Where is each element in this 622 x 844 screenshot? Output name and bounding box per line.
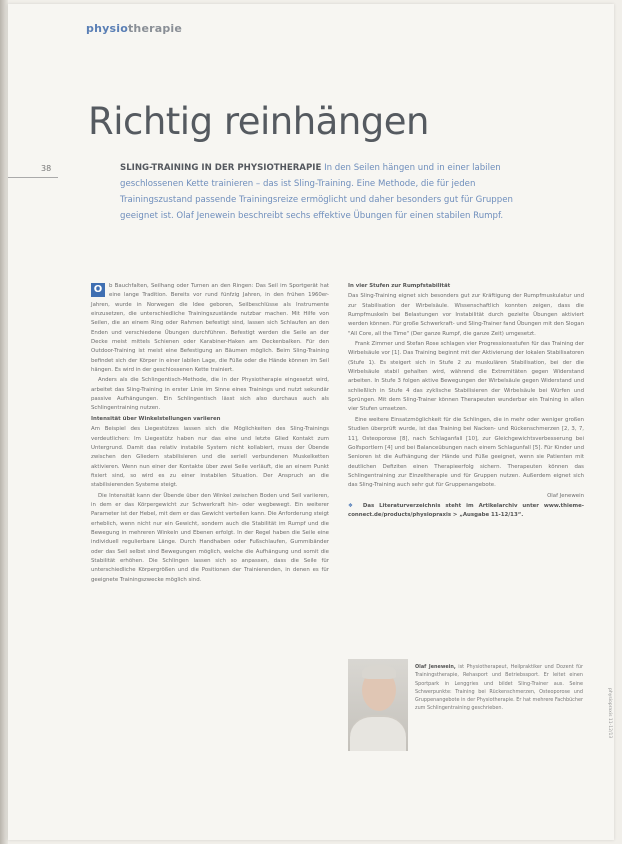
- author-photo-body: [350, 715, 406, 751]
- article-headline: Richtig reinhängen: [88, 100, 429, 143]
- article-intro: [120, 160, 540, 224]
- page-number: 38: [41, 164, 52, 173]
- author-photo-hair: [362, 665, 396, 679]
- drop-cap: O: [91, 283, 105, 297]
- body-paragraph: Das Sling-Training eignet sich besonders gut zur Kräftigung der Rumpfmuskulatur und zur Stabilisation der Wirbelsäule. Wissenschaftlich konnten zeigen, dass die Rumpfmuskeln bei Belastungen vor Instabilität durch gezielte Übungen aktiviert werden können. Für große Schwerkraft- und Sling-Trainer fand Übungen mit den Slogan "All Core, all the Time" (Der ganze Rumpf, die ganze Zeit) umgesetzt.: [348, 293, 584, 337]
- intro-kicker: SLING-TRAINING IN DER PHYSIOTHERAPIE: [120, 163, 322, 173]
- note-bullet-icon: ❖: [348, 502, 356, 509]
- author-name: Olaf Jenewein,: [415, 664, 456, 670]
- body-paragraph: Anders als die Schlingentisch-Methode, die in der Physiotherapie eingesetzt wird, arbeitet das Sling-Training in erster Linie im Sinne eines Trainings und nutzt sekundär passive Aufhängungen. Ein Schlingentisch lässt sich also durchaus auch als Schlingentraining nutzen.: [91, 377, 329, 412]
- literature-note: [348, 502, 584, 521]
- section-subheading: Intensität über Winkelstellungen variieren: [91, 415, 221, 422]
- body-paragraph: Frank Zimmer und Stefan Rose schlagen vier Progressionsstufen für das Training der Wirbelsäule vor [1]. Das Training beginnt mit der Aktivierung der lokalen Stabilisatoren (Stufe 1). Es steigert sich in Stufe 2 zu muskulären Stabilisation, bei der die Wirbelsäule stabil gehalten wird, während die Extremitäten gegen Widerstand arbeiten. In Stufe 3 folgen aktive Bewegungen der Wirbelsäule gegen Widerstand und schließlich in Stufe 4 das zyklische Stabilisieren der Wirbelsäule bei Würfen und Sprüngen. Mit dem Sling-Trainer können Therapeuten wunderbar ein Training in allen vier Stufen umsetzen.: [348, 341, 584, 413]
- magazine-page: [8, 4, 614, 840]
- literature-note-text: Das Literaturverzeichnis steht im Artikelarchiv unter www.thieme-connect.de/products/physiopraxis > „Ausgabe 11-12/13“.: [348, 502, 584, 519]
- margin-caption: physiopraxis 11-12/13: [607, 688, 612, 739]
- author-photo: [348, 659, 408, 751]
- article-column-right: [348, 282, 584, 522]
- magazine-header: [86, 22, 182, 35]
- author-bio-text: ist Physiotherapeut, Heilpraktiker und Dozent für Trainingstherapie, Rehasport und Betriebssport. Er leitet einen Sportpark in Lenggries und bildet Sling-Trainer aus. Seine Schwerpunkte: Training bei Rückenschmerzen, Osteoporose und Gruppenangebote in der Physiotherapie. Er hat mehrere Fachbücher zum Schlingentraining geschrieben.: [415, 664, 583, 712]
- body-paragraph: Am Beispiel des Liegestützes lassen sich die Möglichkeiten des Sling-Trainings verdeutlichen: Im Liegestütz haben nur das eine und letzte Glied Kontakt zum Untergrund. Damit das relativ instabile System nicht kollabiert, muss der Übende zwischen den Gliedern stabilisieren und die seriell verbundenen Muskelketten aktivieren. Wenn nun einer der Kontakte über zwei Seile verläuft, die an einem Punkt fixiert sind, so wird es zu einer instabilen Situation. Der Anspruch an die stabilisierenden Systeme steigt.: [91, 426, 329, 489]
- article-column-left: [91, 282, 329, 586]
- body-paragraph: Eine weitere Einsatzmöglichkeit für die Schlingen, die in mehr oder weniger großen Studien überprüft wurde, ist das Training bei Nacken- und Rückenschmerzen [2, 3, 7, 11], Osteoporose [8], nach Schlaganfall [10], zur Gleichgewichtsverbesserung bei Golfsportlern [4] und bei Balanceübungen nach einem Schlagunfall [5]. Für Kinder und Senioren ist die Aufhängung der Hände und Füße geeignet, wenn sie Patienten mit deutlichen Defiziten einen Therapieerfolg sichern. Therapeuten können das Schlingentraining zur Einzeltherapie und für Gruppen nutzen. Außerdem eignet sich das Sling-Training auch sehr gut für Gruppenangebote.: [348, 416, 584, 489]
- page-binding-shadow: [0, 0, 8, 844]
- author-signature: Olaf Jenewein: [547, 492, 584, 499]
- section-subheading: In vier Stufen zur Rumpfstabilität: [348, 283, 451, 289]
- magazine-name-part-a: physio: [86, 22, 128, 35]
- author-box: [348, 659, 584, 754]
- intro-text: In den Seilen hängen und in einer labilen geschlossenen Kette trainieren – das ist Sling-Training. Eine Methode, die für jeden Trainingszustand passende Trainingsreize ermöglicht und daher besonders gut für Gruppen geeignet ist. Olaf Jenewein beschreibt sechs effektive Übungen für einen stabilen Rumpf.: [120, 163, 513, 221]
- author-bio: [415, 663, 583, 713]
- magazine-name-part-b: therapie: [127, 22, 183, 35]
- body-paragraph: b Bauchfalten, Seilhang oder Turnen an den Ringen: Das Seil im Sportgerät hat eine lange Tradition. Bereits vor rund fünfzig Jahren, in den frühen 1960er-Jahren, wurde in Norwegen die Idee geboren, Seilbeschlüsse als Instrumente einzusetzen, die unterschiedliche Trainingszustände nutzbar machen. Mit Hilfe von Seilen, die an einem Ring oder Rahmen befestigt sind, lassen sich Schlaufen an den Enden und verschiedene Übungen durchführen. Befestigt werden die Seile an der Decke meist mittels Schienen oder Karabiner-Haken am Deckenbalken. Für den Outdoor-Training ist meist eine Befestigung an Bäumen möglich. Beim Sling-Training befindet sich der Körper in einer labilen Lage, die Füße oder die Hände können im Seil hängen. Es wird in der geschlossenen Kette trainiert.: [91, 283, 329, 374]
- page-number-rule: [8, 177, 58, 178]
- body-paragraph: Die Intensität kann der Übende über den Winkel zwischen Boden und Seil variieren, in dem er das Körpergewicht zur Schwerkraft hin- oder wegbewegt. Ein weiterer Parameter ist der Hebel, mit dem er das Gewicht verteilen kann. Die Anforderung steigt erheblich, wenn nicht nur ein Gewicht, sondern auch die Stabilität im Rumpf und die Bewegung in mehreren Winkeln und Ebenen erfolgt. In der Regel haben die Seile eine individuell regulierbare Länge. Durch Handhaben oder Fußschlaufen, Gummibänder oder das Seil selbst sind Bewegungen möglich, welche die Aufhängung und somit die Stabilität erhöhen. Die Schlingen lassen sich so anpassen, dass die Seile für unterschiedliche Körpergrößen und die Positionen der Trainierenden, in denen es für geeignete Trainingszwecke möglich sind.: [91, 492, 329, 583]
